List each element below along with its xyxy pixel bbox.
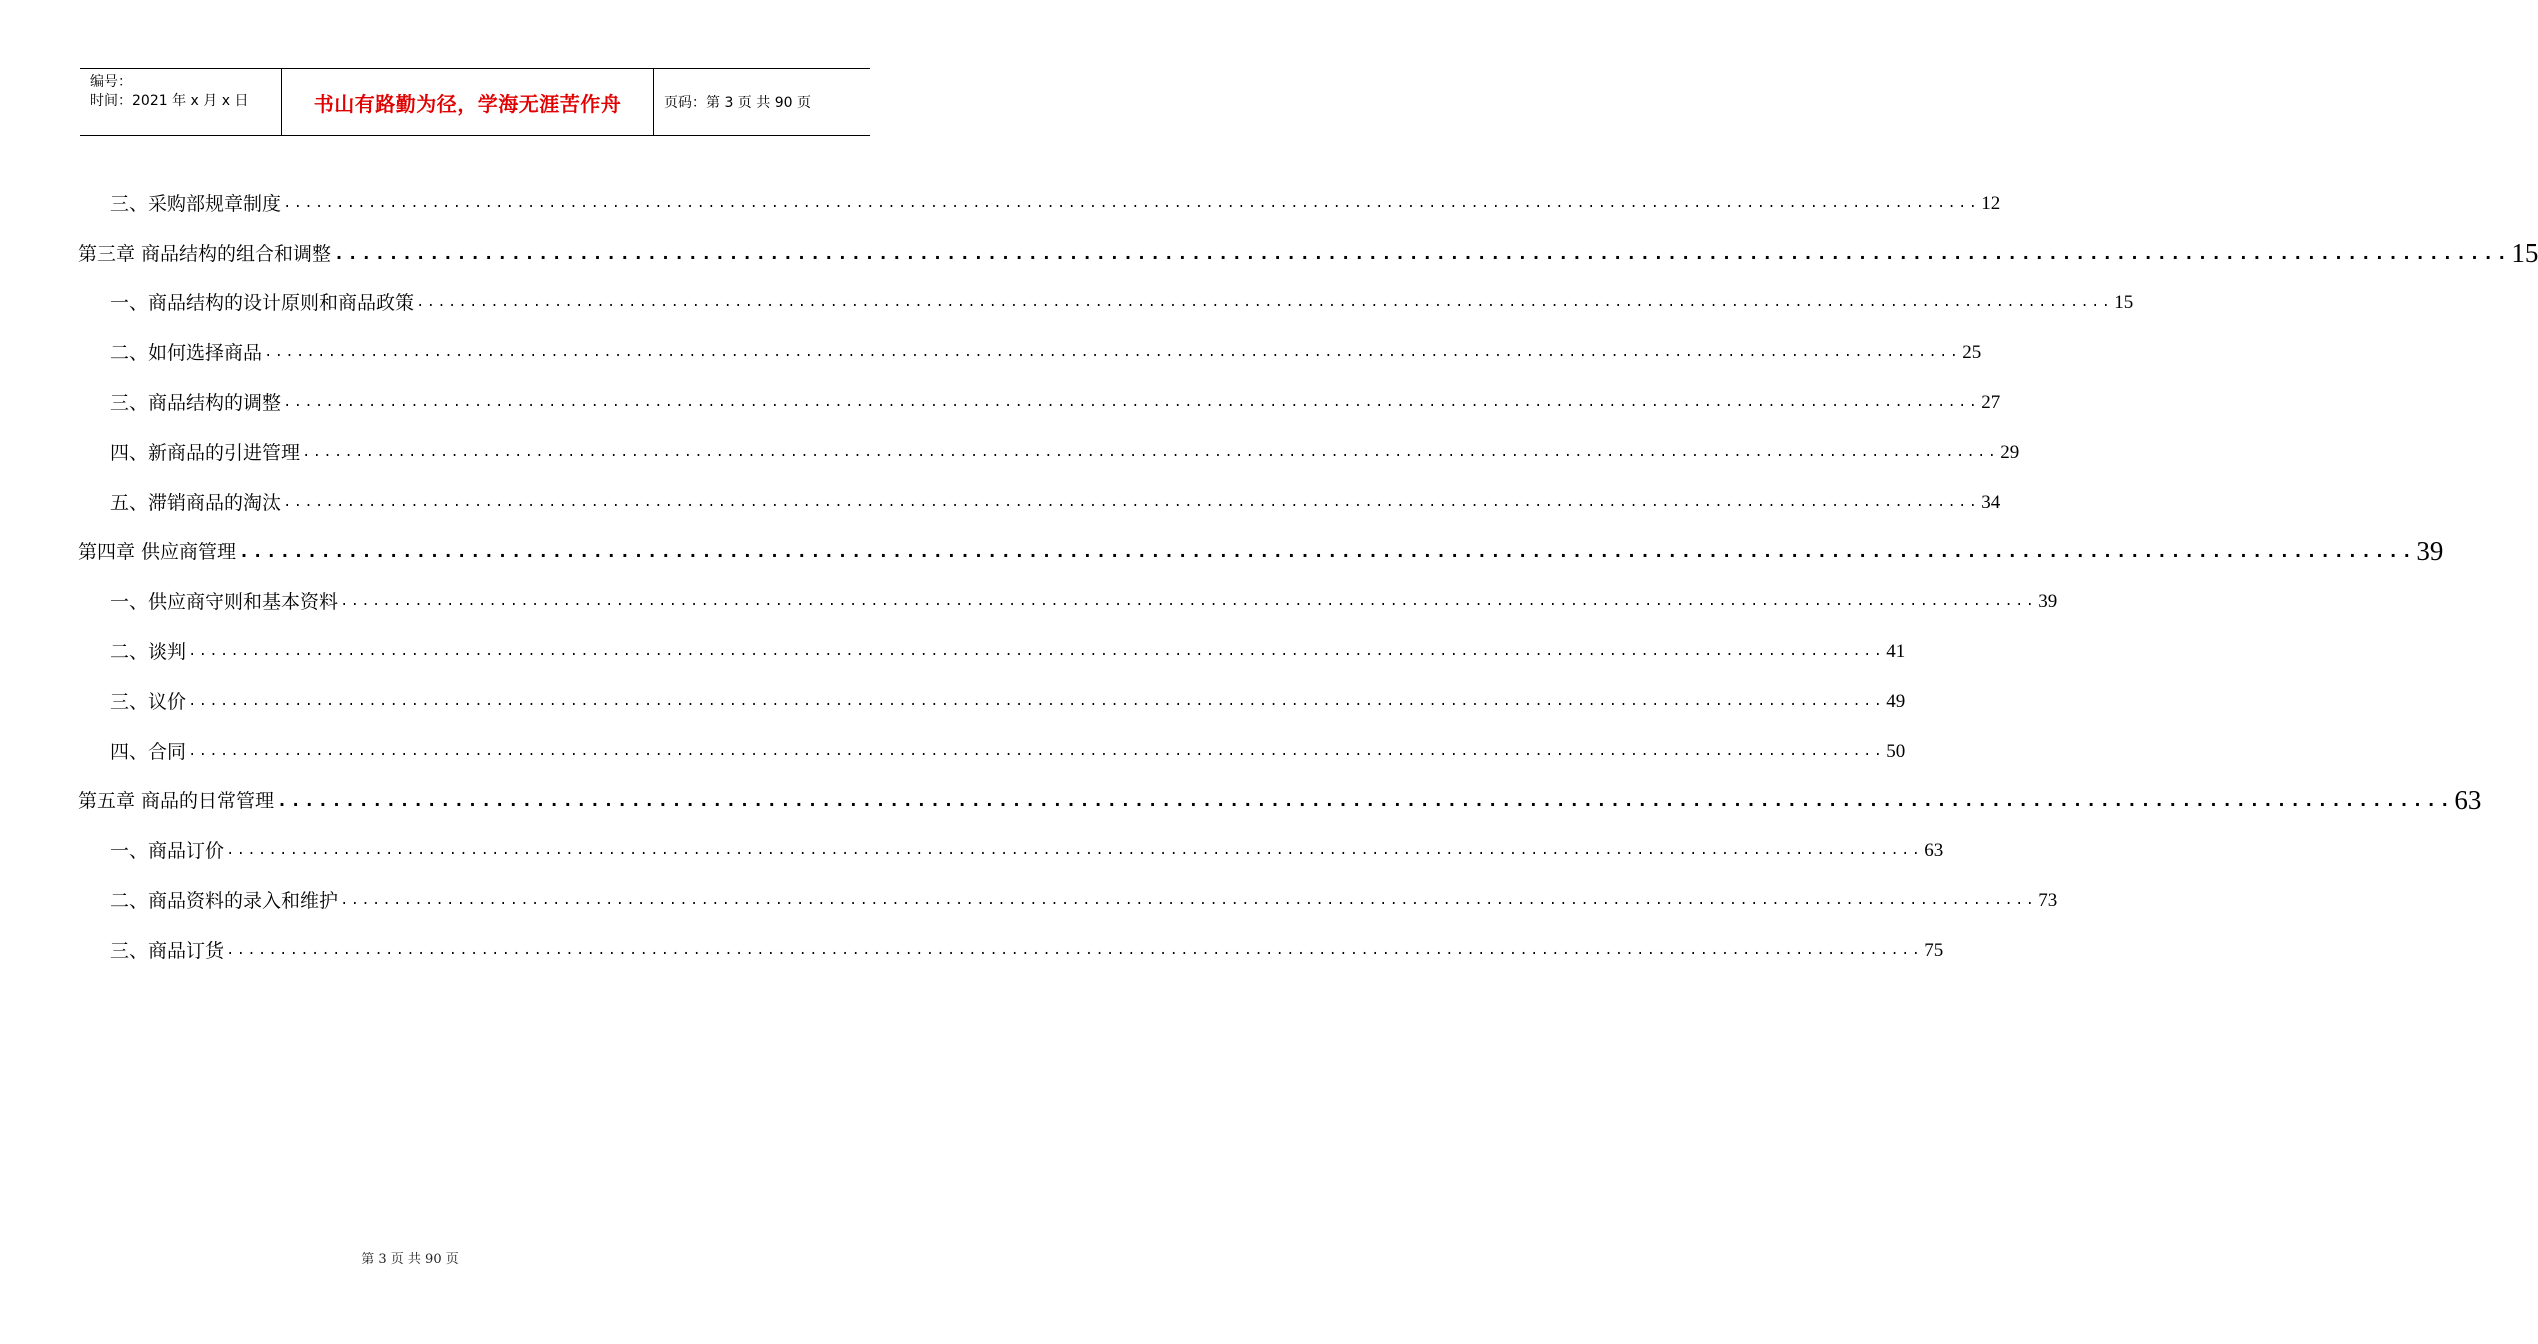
toc-entry-page: 39	[2038, 591, 2058, 613]
toc-entry[interactable]	[78, 469, 2001, 519]
toc-entry-title: 二、如何选择商品	[110, 342, 263, 365]
toc-entry-title: 三、商品订货	[110, 939, 225, 962]
toc-entry-page: 49	[1886, 690, 1906, 712]
toc-entry-title: 第五章 商品的日常管理	[78, 790, 275, 813]
toc-entry-title: 三、议价	[110, 690, 187, 713]
toc-entry-page: 15	[2114, 292, 2134, 314]
table-of-contents	[78, 170, 2538, 967]
toc-dot-leader: ................................................................................................................................................................	[283, 195, 1980, 212]
toc-entry[interactable]	[78, 170, 2001, 220]
toc-dot-leader: ................................................................................................................................................................	[416, 295, 2113, 312]
toc-entry-title: 一、供应商守则和基本资料	[110, 591, 339, 614]
toc-entry[interactable]	[78, 718, 1906, 768]
toc-entry-page: 63	[2454, 785, 2482, 816]
toc-chapter-entry[interactable]	[78, 768, 2482, 818]
toc-dot-leader: ................................................................................................................................................................	[333, 242, 2510, 266]
toc-entry-page: 41	[1886, 640, 1906, 662]
header-page-cell	[654, 69, 870, 135]
page-footer	[0, 1248, 950, 1267]
toc-entry-title: 二、谈判	[110, 640, 187, 663]
toc-entry-page: 50	[1886, 740, 1906, 762]
toc-dot-leader: ................................................................................................................................................................	[188, 743, 1885, 760]
toc-entry-page: 25	[1962, 342, 1982, 364]
header-meta-cell	[80, 69, 282, 135]
page-header	[80, 68, 870, 136]
toc-entry-title: 一、商品结构的设计原则和商品政策	[110, 292, 415, 315]
toc-entry-title: 三、采购部规章制度	[110, 192, 282, 215]
toc-dot-leader: ................................................................................................................................................................	[238, 541, 2415, 565]
toc-entry-title: 第四章 供应商管理	[78, 541, 237, 564]
toc-entry-page: 34	[1981, 491, 2001, 513]
header-motto-cell	[282, 69, 654, 135]
toc-entry[interactable]	[78, 618, 1906, 668]
toc-chapter-entry[interactable]	[78, 519, 2444, 569]
toc-dot-leader: ................................................................................................................................................................	[340, 594, 2037, 611]
toc-entry[interactable]	[78, 817, 1944, 867]
toc-entry-page: 75	[1924, 939, 1944, 961]
toc-dot-leader: ................................................................................................................................................................	[188, 693, 1885, 710]
toc-entry-title: 五、滞销商品的淘汰	[110, 491, 282, 514]
toc-entry[interactable]	[78, 917, 1944, 967]
toc-entry-page: 39	[2416, 536, 2444, 567]
toc-entry-page: 73	[2038, 889, 2058, 911]
toc-dot-leader: ................................................................................................................................................................	[264, 345, 1961, 362]
toc-dot-leader: ................................................................................................................................................................	[276, 790, 2453, 814]
toc-entry-title: 第三章 商品结构的组合和调整	[78, 242, 332, 265]
toc-entry[interactable]	[78, 568, 2058, 618]
toc-entry-title: 二、商品资料的录入和维护	[110, 889, 339, 912]
toc-entry-page: 15	[2511, 237, 2538, 268]
toc-entry-page: 12	[1981, 192, 2001, 214]
toc-dot-leader: ................................................................................................................................................................	[188, 643, 1885, 660]
document-date-label: 时间：2021 年 x 月 x 日	[90, 93, 249, 109]
toc-dot-leader: ................................................................................................................................................................	[302, 444, 1999, 461]
toc-chapter-entry[interactable]	[78, 220, 2538, 270]
toc-entry[interactable]	[78, 369, 2001, 419]
toc-entry[interactable]	[78, 668, 1906, 718]
toc-entry-title: 一、商品订价	[110, 840, 225, 863]
toc-entry[interactable]	[78, 419, 2020, 469]
toc-entry-title: 三、商品结构的调整	[110, 391, 282, 414]
toc-entry[interactable]	[78, 270, 2134, 320]
toc-entry-page: 27	[1981, 391, 2001, 413]
toc-dot-leader: ................................................................................................................................................................	[226, 843, 1923, 860]
header-motto: 书山有路勤为径，学海无涯苦作舟	[313, 91, 622, 116]
document-number-label: 编号：	[90, 74, 132, 90]
toc-entry-page: 29	[2000, 441, 2020, 463]
header-page-info: 页码：第 3 页 共 90 页	[664, 95, 811, 111]
toc-entry-title: 四、合同	[110, 740, 187, 763]
footer-page-number: 第 3 页 共 90 页	[361, 1252, 459, 1267]
toc-entry-title: 四、新商品的引进管理	[110, 441, 301, 464]
toc-entry[interactable]	[78, 319, 1982, 369]
toc-dot-leader: ................................................................................................................................................................	[226, 942, 1923, 959]
toc-dot-leader: ................................................................................................................................................................	[283, 394, 1980, 411]
toc-dot-leader: ................................................................................................................................................................	[283, 494, 1980, 511]
toc-entry-page: 63	[1924, 840, 1944, 862]
toc-dot-leader: ................................................................................................................................................................	[340, 892, 2037, 909]
toc-entry[interactable]	[78, 867, 2058, 917]
